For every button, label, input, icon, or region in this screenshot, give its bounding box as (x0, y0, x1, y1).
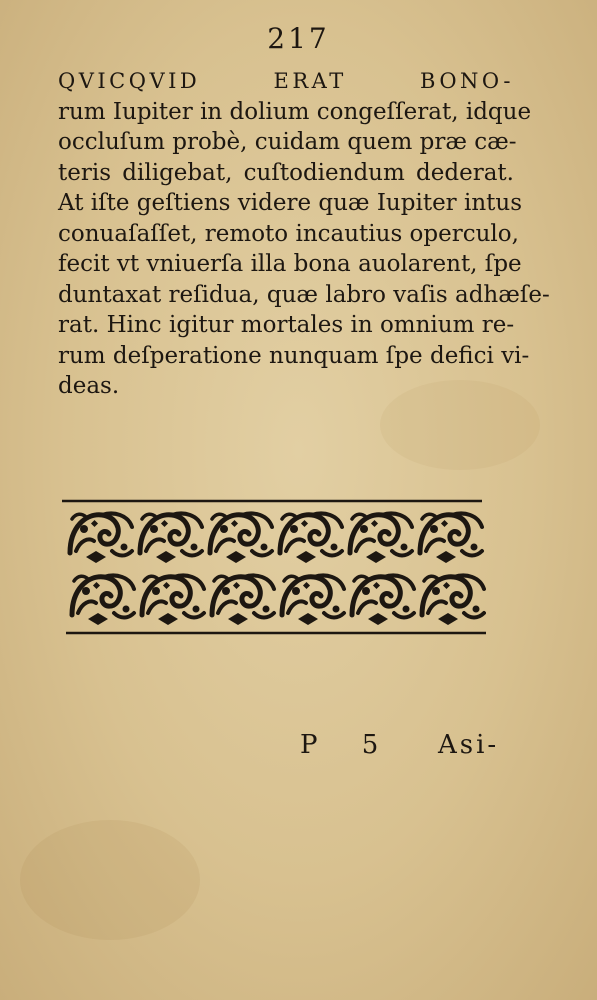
page-footer (0, 730, 597, 766)
text-line: rum deſperatione nunquam ſpe defici vi- (58, 342, 530, 369)
text-line: occluſum probè, cuidam quem præ cæ- (58, 129, 517, 155)
text-line: QVICQVID ERAT BONO- (58, 69, 514, 93)
catchword: Asi- (438, 730, 500, 760)
paper-stain (20, 820, 200, 940)
text-line: teris diligebat, cuſtodiendum dederat. (58, 159, 514, 186)
text-line: At iſte geſtiens videre quæ Iupiter intus (58, 190, 523, 216)
body-text (58, 66, 550, 402)
text-line: rum Iupiter in dolium congeſſerat, idque (58, 98, 532, 125)
text-line: rat. Hinc igitur mortales in omnium re- (58, 312, 515, 338)
signature-mark: P 5 (300, 730, 397, 760)
text-line: fecit vt vniuerſa illa bona auolarent, ſpe (58, 251, 522, 277)
text-line: conuaſaſſet, remoto incautius operculo, (58, 220, 519, 247)
page-number: 217 (267, 22, 330, 55)
printers-ornament-band-icon (62, 497, 486, 639)
text-line: deas. (58, 373, 120, 399)
text-line: duntaxat reſidua, quæ labro vaſis adhæſe- (58, 281, 550, 308)
